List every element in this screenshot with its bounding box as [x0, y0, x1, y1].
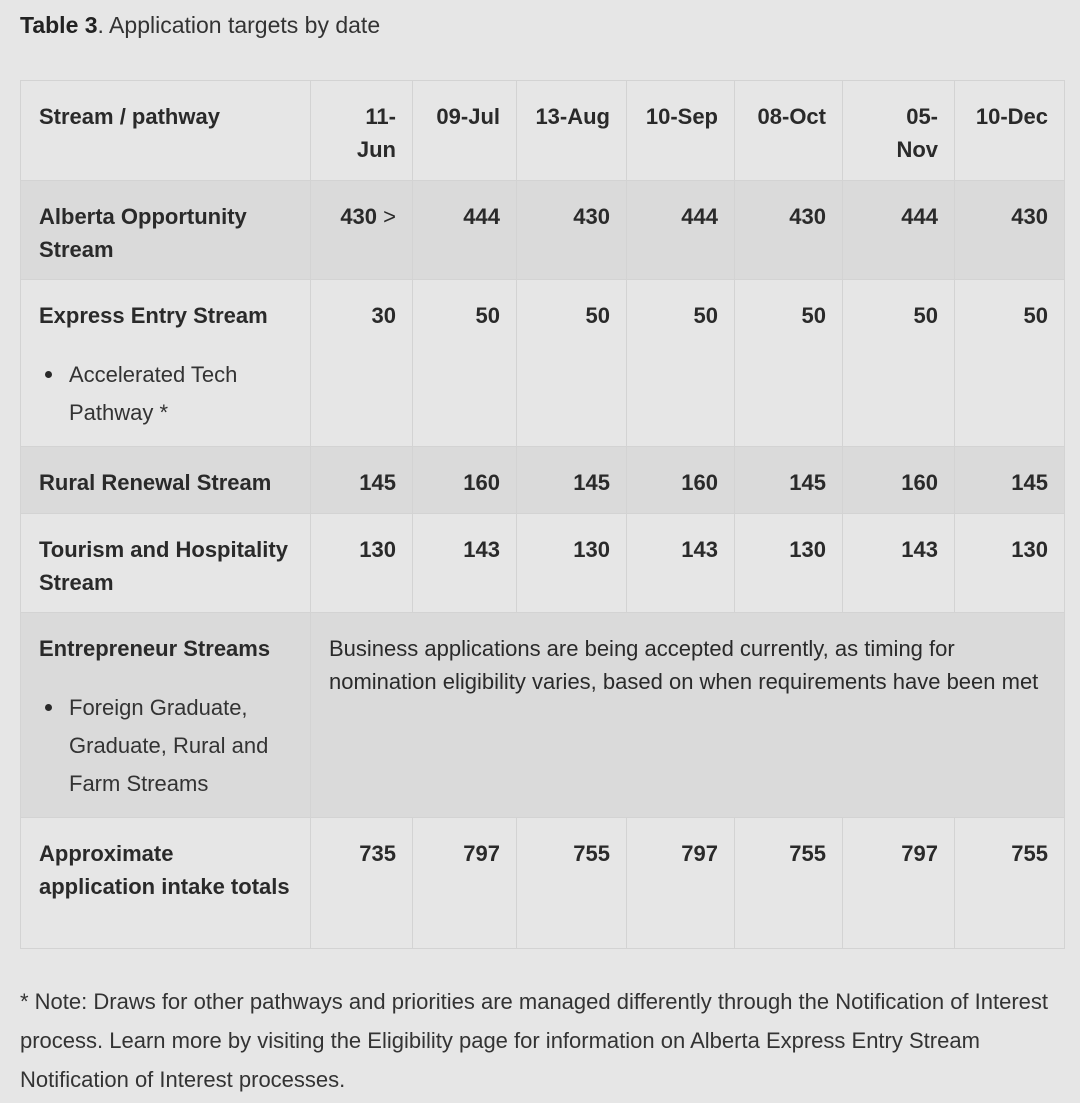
footnote: * Note: Draws for other pathways and priorities are managed differently through the Notification of Interest process. Learn more by visiting the Eligibility page for information on Alberta Express Entry Stream Notification of Interest processes. [20, 989, 1049, 1092]
header-stream: Stream / pathway [21, 81, 311, 181]
value-cell: 430 [517, 181, 627, 280]
value-cell: 160 [627, 447, 735, 514]
sub-pathway-item: Foreign Graduate, Graduate, Rural and Farm Streams [69, 689, 294, 803]
value-cell: 130 [735, 514, 843, 613]
stream-name: Tourism and Hospitality Stream [39, 537, 288, 595]
total-cell: 797 [413, 818, 517, 949]
sub-pathway-list [39, 356, 294, 432]
stream-name-cell [21, 514, 311, 613]
header-date: 08-Oct [735, 81, 843, 181]
header-date: 13-Aug [517, 81, 627, 181]
value-cell: 130 [517, 514, 627, 613]
stream-name-cell [21, 447, 311, 514]
value-cell: 143 [843, 514, 955, 613]
value-cell: 50 [843, 280, 955, 447]
stream-name-cell [21, 818, 311, 949]
stream-name: Entrepreneur Streams [39, 636, 271, 661]
total-cell: 797 [627, 818, 735, 949]
header-date: 09-Jul [413, 81, 517, 181]
table-row-totals [21, 818, 1065, 949]
stream-name-cell [21, 181, 311, 280]
value-suffix: > [377, 204, 396, 229]
value-cell: 143 [627, 514, 735, 613]
value-cell: 143 [413, 514, 517, 613]
total-cell: 755 [955, 818, 1065, 949]
stream-name: Rural Renewal Stream [39, 470, 272, 495]
total-cell: 735 [311, 818, 413, 949]
value-cell: 444 [843, 181, 955, 280]
stream-name-cell [21, 280, 311, 447]
table-row-rural-renewal [21, 447, 1065, 514]
table-row-express-entry [21, 280, 1065, 447]
table-caption-text: . Application targets by date [97, 12, 381, 38]
total-cell: 755 [735, 818, 843, 949]
total-cell: 797 [843, 818, 955, 949]
value-cell: 50 [627, 280, 735, 447]
value-cell: 444 [627, 181, 735, 280]
value-cell: 430 [735, 181, 843, 280]
value-cell: 50 [517, 280, 627, 447]
header-date: 10-Sep [627, 81, 735, 181]
value-cell: 145 [517, 447, 627, 514]
stream-name: Express Entry Stream [39, 303, 268, 328]
value-cell: 30 [311, 280, 413, 447]
sub-pathway-list [39, 689, 294, 803]
stream-name: Alberta Opportunity Stream [39, 204, 247, 262]
table-row-entrepreneur [21, 613, 1065, 818]
value-cell: 145 [311, 447, 413, 514]
stream-name-cell [21, 613, 311, 818]
value-cell: 130 [311, 514, 413, 613]
sub-pathway-item: Accelerated Tech Pathway * [69, 356, 294, 432]
value-cell: 444 [413, 181, 517, 280]
header-date: 11-Jun [311, 81, 413, 181]
table-caption-label: Table 3 [20, 12, 98, 38]
value-cell: 160 [843, 447, 955, 514]
header-date: 05- Nov [843, 81, 955, 181]
value-cell: 430 [955, 181, 1065, 280]
stream-name: Approximate application intake totals [39, 841, 290, 899]
value-cell: 130 [955, 514, 1065, 613]
table-caption [20, 10, 380, 40]
application-targets-table [20, 80, 1065, 949]
header-date: 10-Dec [955, 81, 1065, 181]
header-row [21, 81, 1065, 181]
value-cell: 50 [735, 280, 843, 447]
value-cell: 145 [955, 447, 1065, 514]
value-cell: 160 [413, 447, 517, 514]
value-cell: 50 [413, 280, 517, 447]
table-row-alberta-opportunity [21, 181, 1065, 280]
value-cell [311, 181, 413, 280]
entrepreneur-note: Business applications are being accepted currently, as timing for nomination eligibility varies, based on when requirements have been met [311, 613, 1065, 818]
value-cell: 50 [955, 280, 1065, 447]
value-cell: 145 [735, 447, 843, 514]
value: 430 [340, 204, 378, 229]
table-row-tourism-hospitality [21, 514, 1065, 613]
total-cell: 755 [517, 818, 627, 949]
